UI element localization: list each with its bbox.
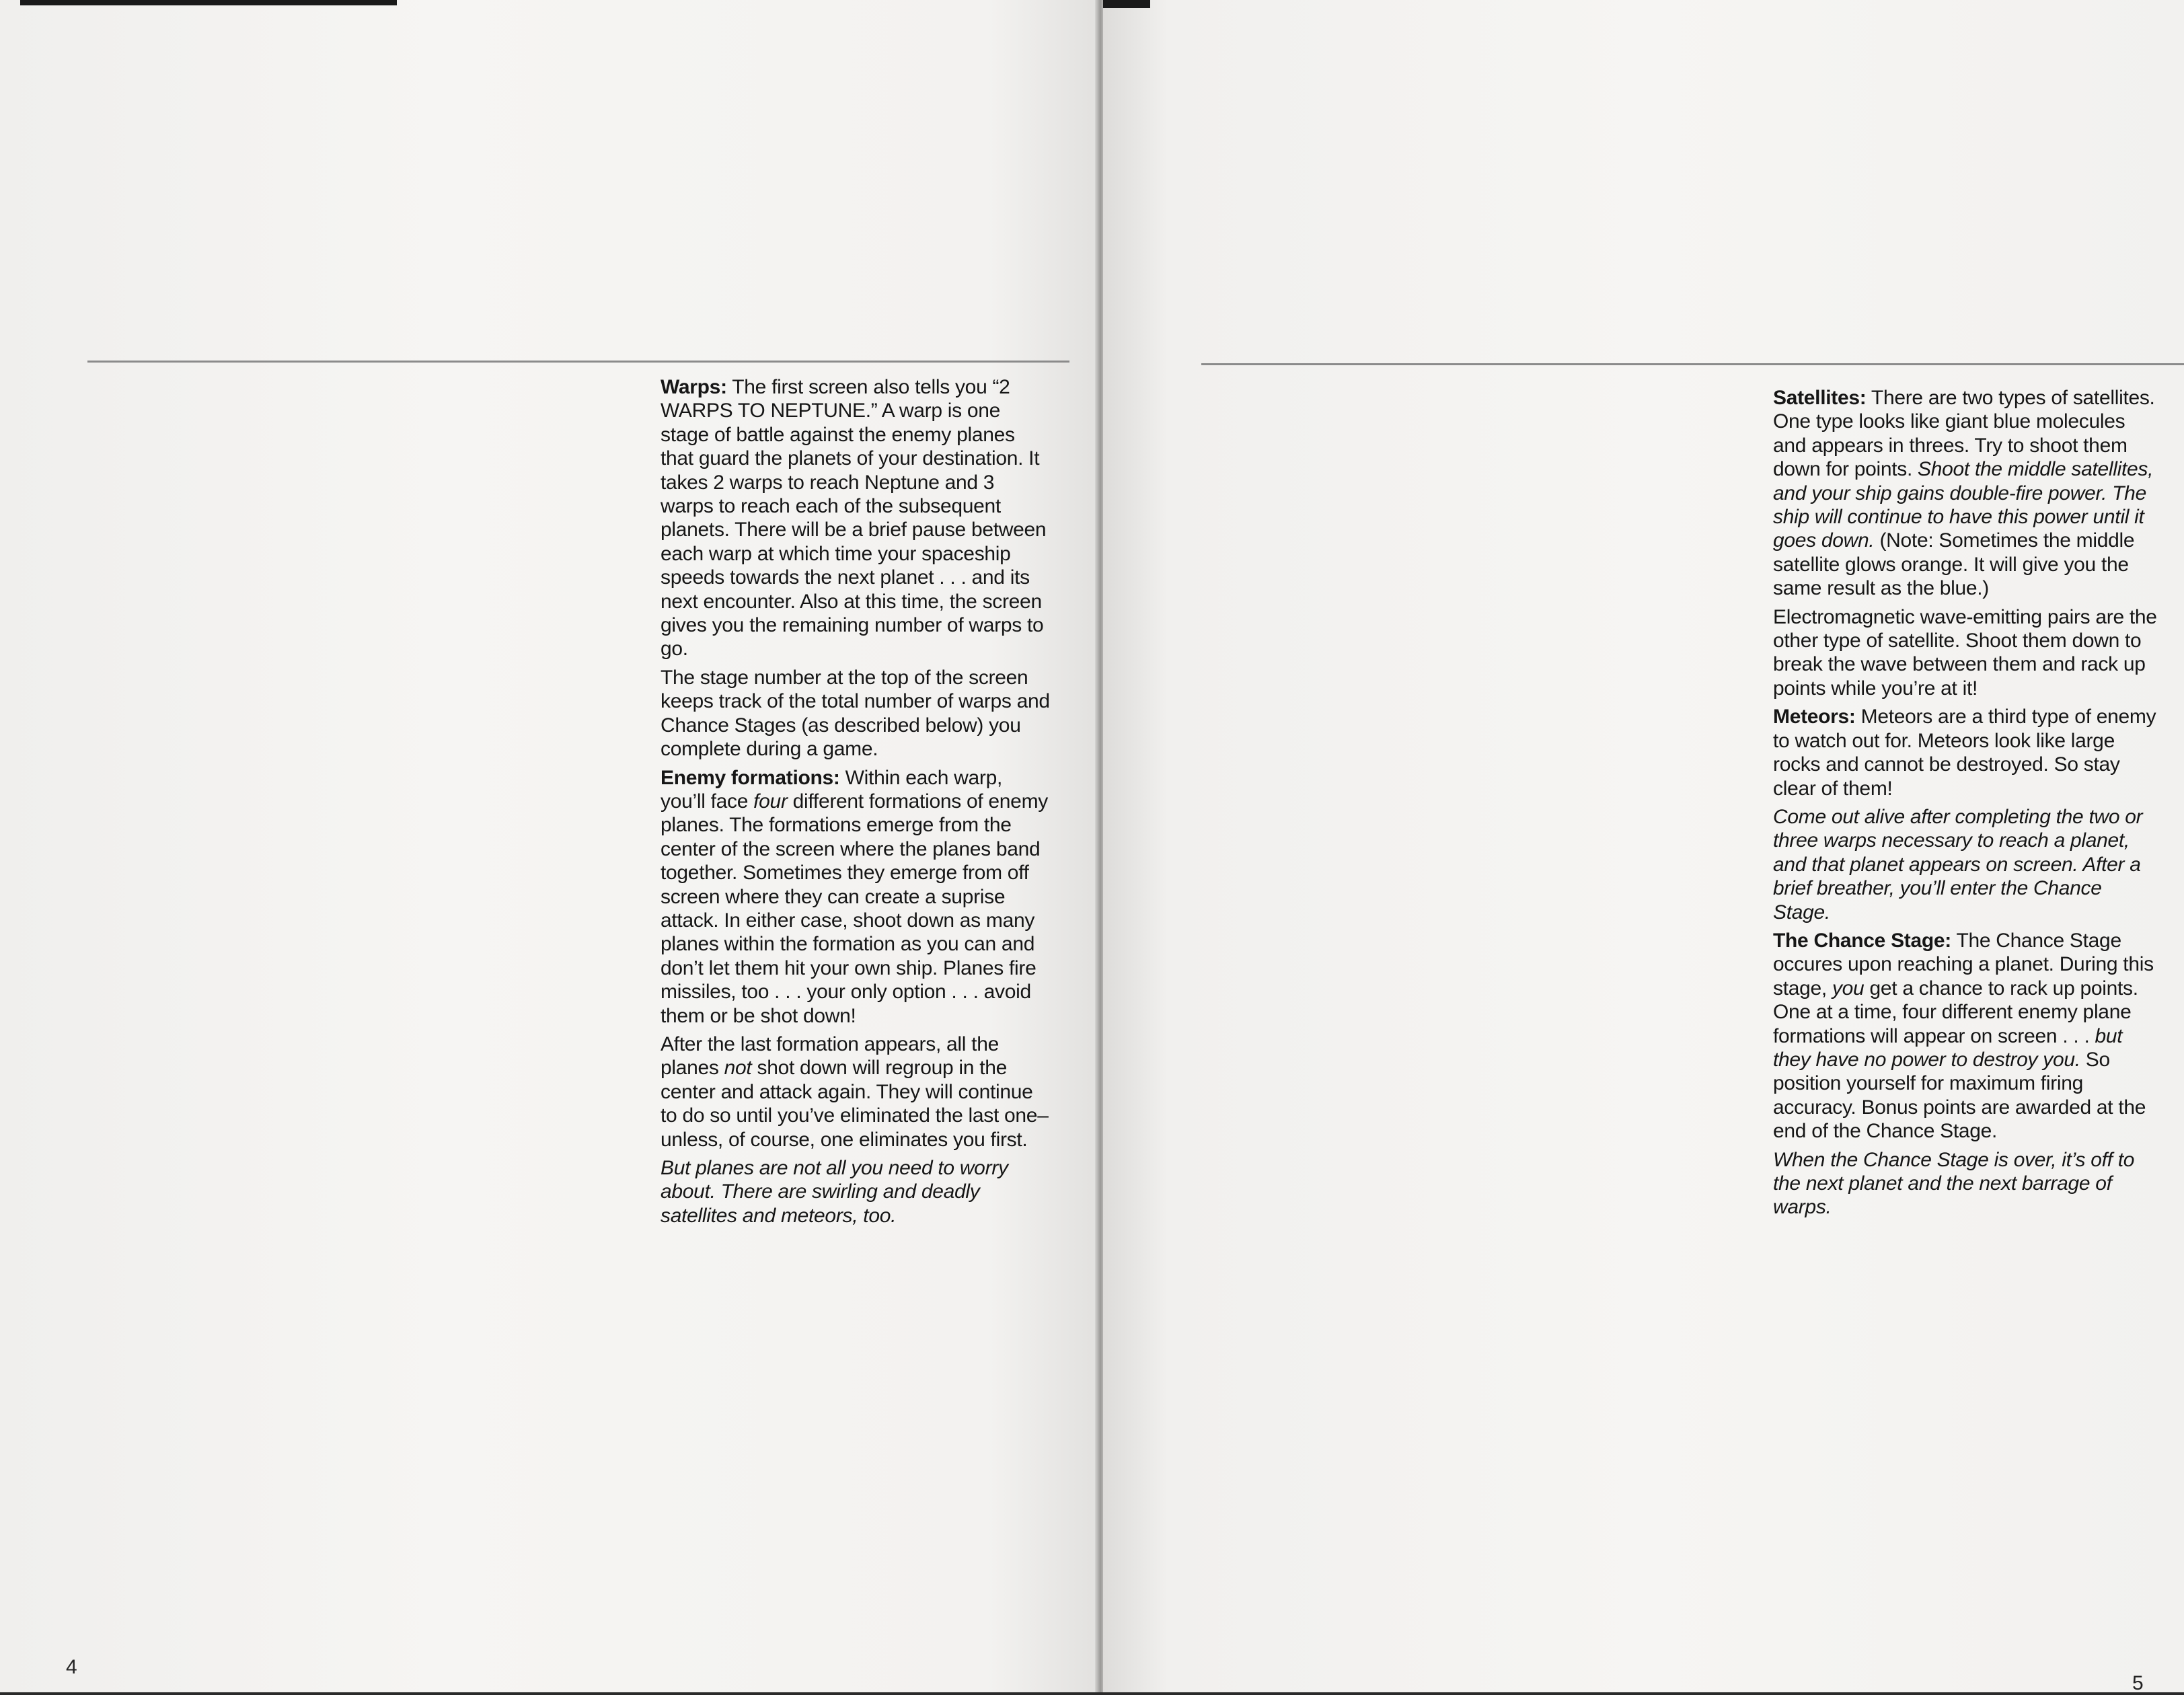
paragraph-meteors: Meteors: Meteors are a third type of enemy to watch out for. Meteors look like large rocks and cannot be destroyed. So stay clear of them! <box>1773 706 2156 800</box>
scan-edge-shadow <box>20 0 397 5</box>
header-rule <box>1201 363 2184 365</box>
paragraph-chance-stage-over: When the Chance Stage is over, it’s off to the next planet and the next barrage of warps. <box>1773 1148 2135 1219</box>
paragraph-stage-number: The stage number at the top of the screen keeps track of the total number of warps and Chance Stages (as described below) you complete during a game. <box>661 666 1050 761</box>
paragraph-chance-stage: The Chance Stage: The Chance Stage occures upon reaching a planet. During this stage, you get a chance to rack up points. One at a time, four different enemy plane formations will appear on screen . . . but they have no power to destroy you. So position yourself for maximum firing accuracy. Bonus points are awarded at the end of the Chance Stage. <box>1773 929 2154 1143</box>
header-rule <box>87 361 1069 363</box>
paragraph-planes-note: But planes are not all you need to worry about. There are swirling and deadly satellites and meteors, too. <box>661 1157 1008 1227</box>
heading-satellites: Satellites: <box>1773 387 1867 409</box>
paragraph-warps: Warps: The first screen also tells you “2 WARPS TO NEPTUNE.” A warp is one stage of battle against the enemy planes that guard the planets of your destination. It takes 2 warps to reach Neptune and 3 warps to reach each of the subsequent planets. There will be a brief pause between each warp at which time your spaceship speeds towards the next planet . . . and its next encounter. Also at this time, the screen gives you the remaining number of warps to go. <box>661 376 1047 661</box>
heading-meteors: Meteors: <box>1773 706 1856 728</box>
left-text-column <box>661 375 1051 1232</box>
right-page <box>1103 0 2184 1692</box>
paragraph-enemy-formations: Enemy formations: Within each warp, you’ll face four different formations of enemy planes. The formations emerge from the center of the screen where the planes band together. Sometimes they emerge from off screen where they can create a suprise attack. In either case, shoot down as many planes within the formation as you can and don’t let them hit your own ship. Planes fire missiles, too . . . your only option . . . avoid them or be shot down! <box>661 766 1048 1027</box>
page-number-left: 4 <box>66 1656 77 1678</box>
paragraph-electromagnetic: Electromagnetic wave-emitting pairs are the other type of satellite. Shoot them down to break the wave between them and rack up points while you’re at it! <box>1773 605 2157 700</box>
right-text-column <box>1773 386 2163 1224</box>
heading-chance-stage: The Chance Stage: <box>1773 929 1951 952</box>
heading-enemy-formations: Enemy formations: <box>661 766 840 789</box>
scan-edge-shadow <box>1103 0 1150 8</box>
paragraph-last-formation: After the last formation appears, all the planes not shot down will regroup in the center and attack again. They will continue to do so until you’ve eliminated the last one–unless, of course, one eliminates you first. <box>661 1032 1049 1151</box>
paragraph-come-out-alive: Come out alive after completing the two or three warps necessary to reach a planet, and that planet appears on screen. After a brief breather, you’ll enter the Chance Stage. <box>1773 805 2143 924</box>
paragraph-satellites: Satellites: There are two types of satellites. One type looks like giant blue molecules and appears in threes. Try to shoot them down for points. Shoot the middle satellites, and your ship gains double-fire power. The ship will continue to have this power until it goes down. (Note: Sometimes the middle satellite glows orange. It will give you the same result as the blue.) <box>1773 387 2155 600</box>
heading-warps: Warps: <box>661 376 727 398</box>
page-number-right: 5 <box>2132 1672 2144 1694</box>
